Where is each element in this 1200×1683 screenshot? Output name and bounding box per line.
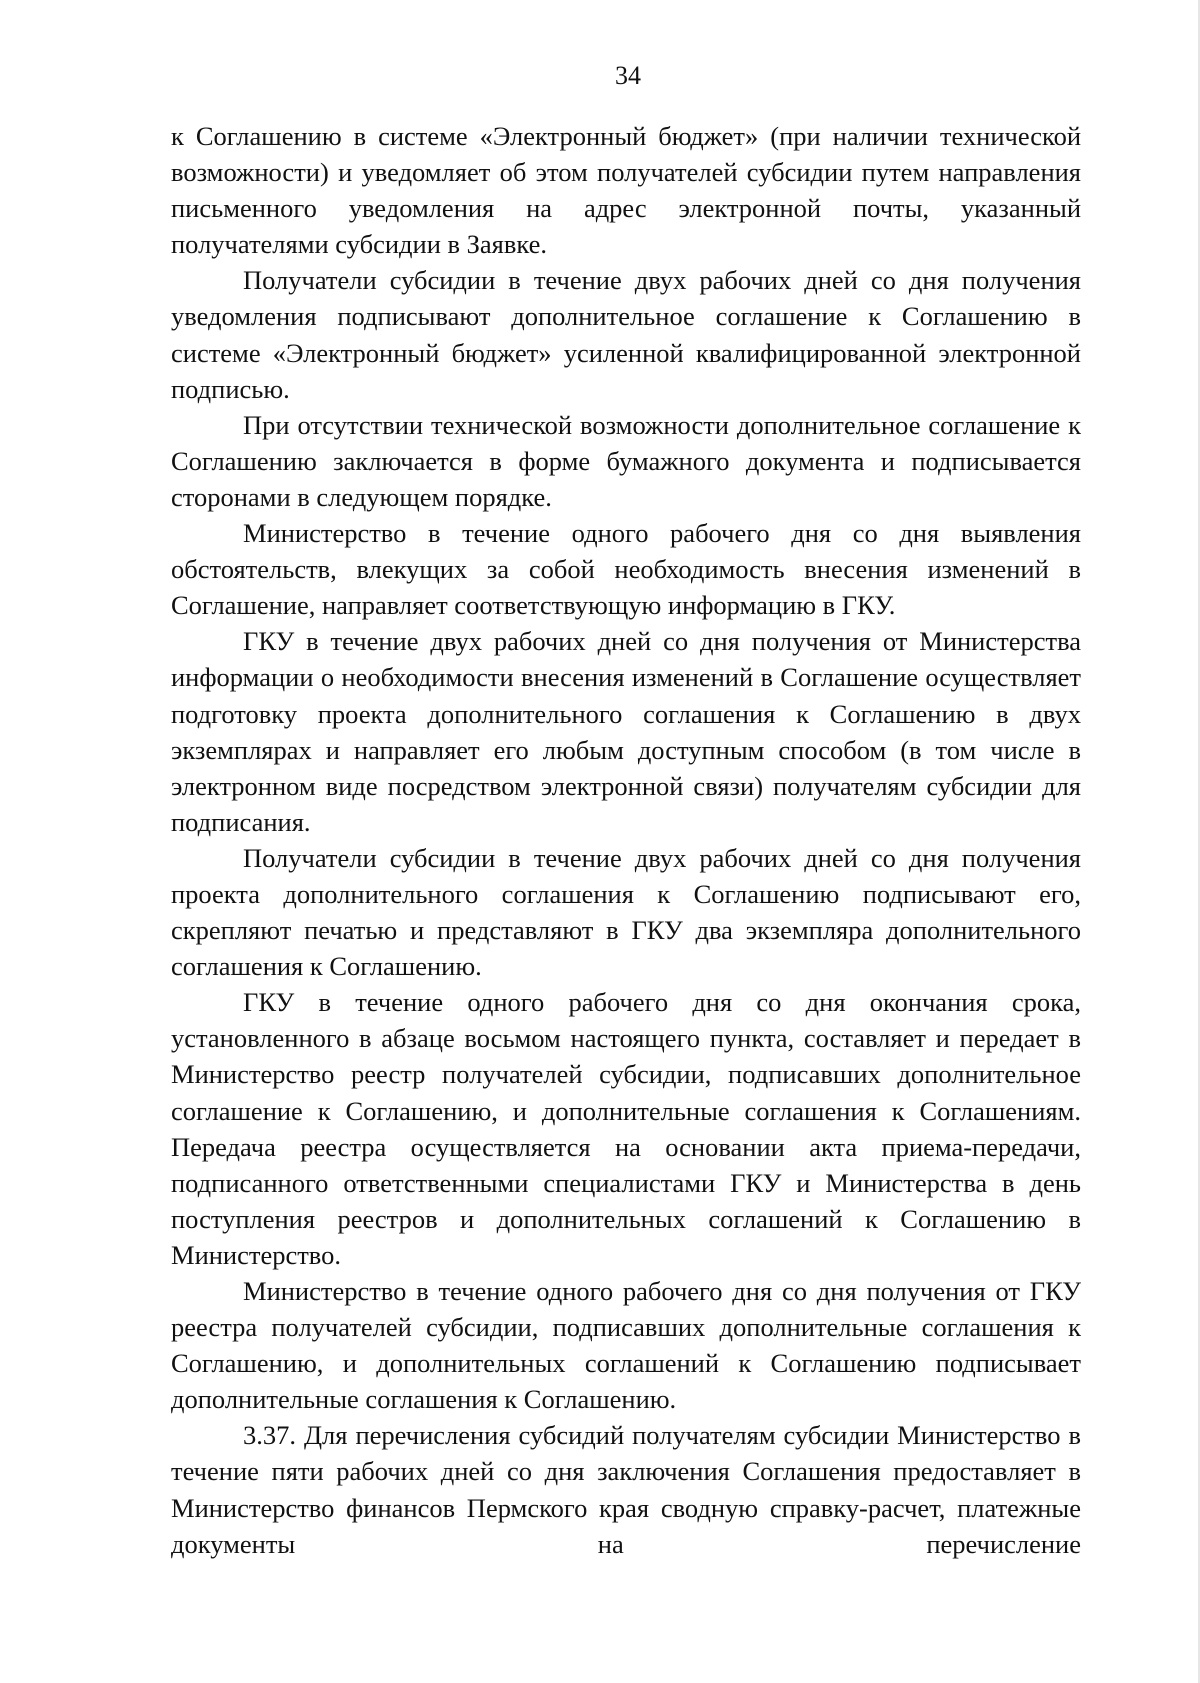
paragraph: ГКУ в течение двух рабочих дней со дня получения от Министерства информации о необходимости внесения изменений в Соглашение осуществляет подготовку проекта дополнительного соглашения к Соглашению в двух экземплярах и направляет его любым доступным способом (в том числе в электронном виде посредством электронной связи) получателям субсидии для подписания.	[171, 626, 1081, 837]
paragraph: ГКУ в течение одного рабочего дня со дня окончания срока, установленного в абзаце восьмом настоящего пункта, составляет и передает в Министерство реестр получателей субсидии, подписавших дополнительное соглашение к Соглашению, и дополнительные соглашения к Соглашениям. Передача реестра осуществляется на основании акта приема-передачи, подписанного ответственными специалистами ГКУ и Министерства в день поступления реестров и дополнительных соглашений к Соглашению в Министерство.	[171, 987, 1081, 1270]
clause-number: 3.37.	[243, 1420, 296, 1451]
paragraph: Получатели субсидии в течение двух рабочих дней со дня получения уведомления подписывают дополнительное соглашение к Соглашению в системе «Электронный бюджет» усиленной квалифицированной электронной подписью.	[171, 265, 1081, 404]
page-number: 34	[615, 61, 641, 90]
clause-text: Для перечисления субсидий получателям субсидии Министерство в течение пяти рабочих дней со дня заключения Соглашения предоставляет в Министерство финансов Пермского края сводную справку-расчет, платежные документы на перечисление	[171, 1420, 1082, 1559]
document-body	[171, 118, 1081, 1562]
paragraph: При отсутствии технической возможности дополнительное соглашение к Соглашению заключается в форме бумажного документа и подписывается сторонами в следующем порядке.	[171, 409, 1081, 512]
paragraph: Министерство в течение одного рабочего дня со дня выявления обстоятельств, влекущих за собой необходимость внесения изменений в Соглашение, направляет соответствующую информацию в ГКУ.	[171, 518, 1081, 621]
clause-3-37	[171, 1417, 1081, 1561]
paragraph: Получатели субсидии в течение двух рабочих дней со дня получения проекта дополнительного соглашения к Соглашению подписывают его, скрепляют печатью и представляют в ГКУ два экземпляра дополнительного соглашения к Соглашению.	[171, 842, 1081, 982]
paragraph-continuation: к Соглашению в системе «Электронный бюджет» (при наличии технической возможности) и уведомляет об этом получателей субсидии путем направления письменного уведомления на адрес электронной почты, указанный получателями субсидии в Заявке.	[171, 121, 1081, 260]
paragraph: Министерство в течение одного рабочего дня со дня получения от ГКУ реестра получателей субсидии, подписавших дополнительные соглашения к Соглашению, и дополнительных соглашений к Соглашению подписывает дополнительные соглашения к Соглашению.	[171, 1276, 1081, 1415]
